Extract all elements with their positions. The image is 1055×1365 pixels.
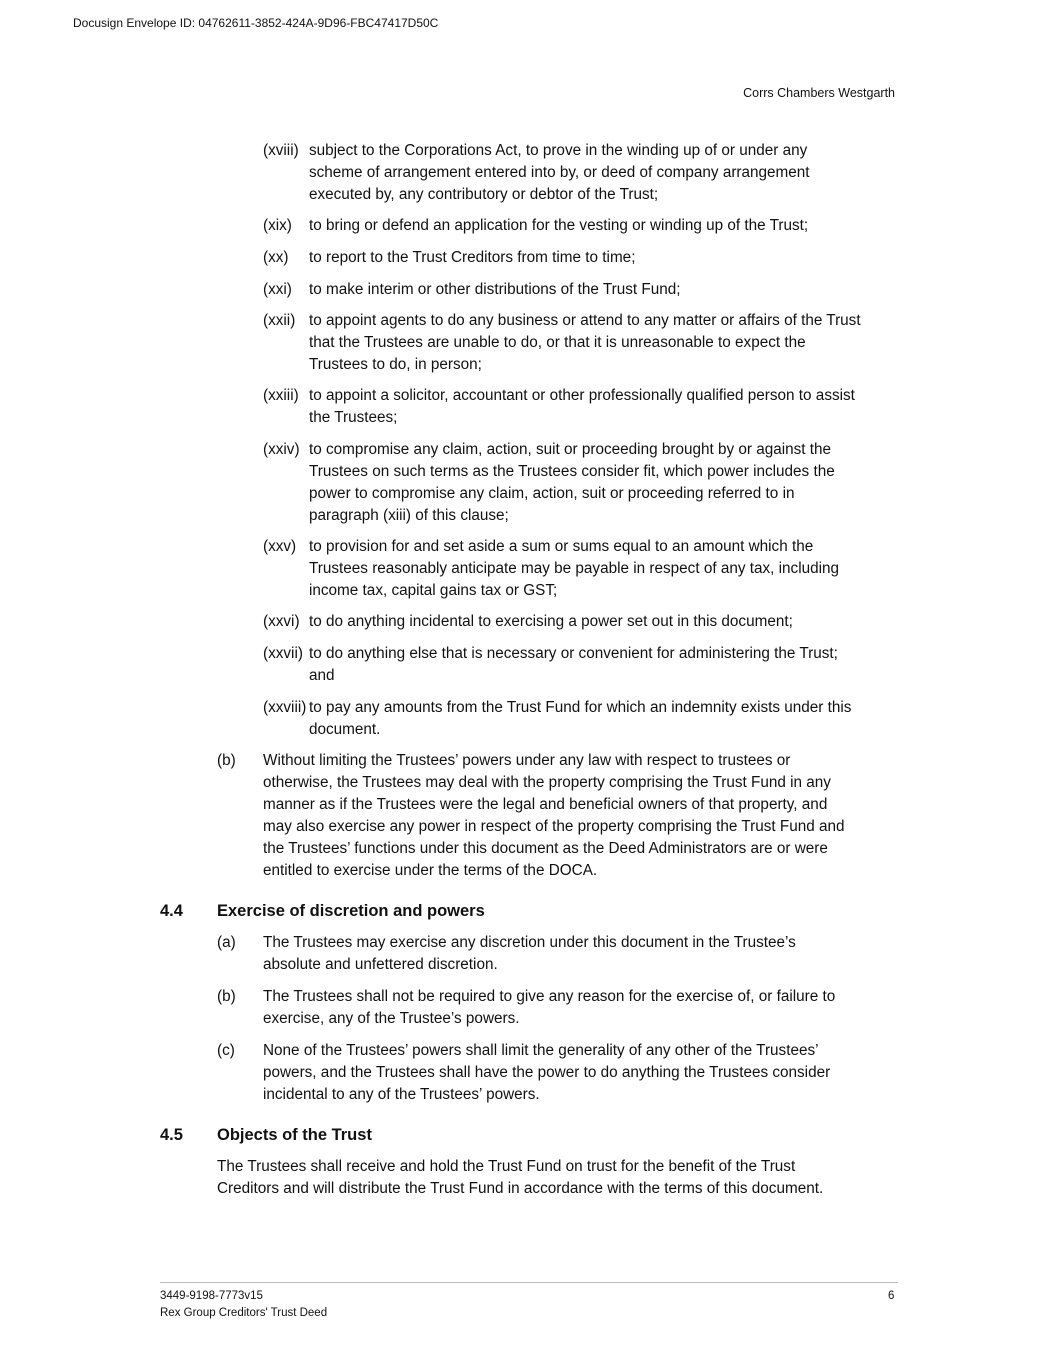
text-line: exercise, any of the Trustee’s powers. [263,1010,520,1027]
text-line: powers, and the Trustees shall have the power to do anything the Trustees consider [263,1064,831,1081]
clause-label: (xxiv) [263,441,300,458]
text-line: may also exercise any power in respect of the property comprising the Trust Fund and [263,818,845,835]
text-line: to bring or defend an application for the vesting or winding up of the Trust; [309,217,809,234]
clause-text [309,643,838,687]
clause-text [309,385,855,429]
text-line: document. [309,721,381,738]
section-number: 4.5 [160,1126,183,1144]
header-firm-name: Corrs Chambers Westgarth [743,86,895,100]
clause-text [309,697,851,741]
text-line: the Trustees’ functions under this document as the Deed Administrators are or were [263,840,828,857]
text-line: to compromise any claim, action, suit or proceeding brought by or against the [309,441,832,458]
clause-label: (b) [217,752,236,769]
text-line: income tax, capital gains tax or GST; [309,582,558,599]
text-line: to provision for and set aside a sum or sums equal to an amount which the [309,538,814,555]
clause-text [263,932,796,976]
text-line: Without limiting the Trustees’ powers under any law with respect to trustees or [263,752,791,769]
text-line: entitled to exercise under the terms of the DOCA. [263,862,598,879]
text-line: Creditors and will distribute the Trust Fund in accordance with the terms of this document. [217,1180,824,1197]
text-line: Trustees on such terms as the Trustees consider fit, which power includes the [309,463,835,480]
text-line: executed by, any contributory or debtor of the Trust; [309,186,659,203]
text-line: absolute and unfettered discretion. [263,956,498,973]
text-line: to do anything incidental to exercising a power set out in this document; [309,613,793,630]
clause-text [263,1040,830,1106]
footer-divider [160,1282,898,1283]
clause-text [309,215,808,237]
text-line: to report to the Trust Creditors from time to time; [309,249,636,266]
clause-label: (c) [217,1042,235,1059]
text-line: Trustees to do, in person; [309,356,482,373]
text-line: Trustees reasonably anticipate may be payable in respect of any tax, including [309,560,840,577]
clause-label: (xx) [263,249,289,266]
clause-text [263,750,845,882]
text-line: the Trustees; [309,409,398,426]
footer-doc-number: 3449-9198-7773v15 [160,1290,263,1302]
text-line: None of the Trustees’ powers shall limit the generality of any other of the Trustees’ [263,1042,819,1059]
text-line: otherwise, the Trustees may deal with the property comprising the Trust Fund in any [263,774,831,791]
text-line: The Trustees may exercise any discretion under this document in the Trustee’s [263,934,796,951]
text-line: incidental to any of the Trustees’ powers. [263,1086,540,1103]
clause-text [309,279,681,301]
text-line: to pay any amounts from the Trust Fund for which an indemnity exists under this [309,699,852,716]
text-line: to do anything else that is necessary or convenient for administering the Trust; [309,645,838,662]
text-line: paragraph (xiii) of this clause; [309,507,509,524]
clause-label: (xxiii) [263,387,299,404]
clause-label: (xxv) [263,538,297,555]
clause-label: (xviii) [263,142,299,159]
text-line: to appoint a solicitor, accountant or other professionally qualified person to assist [309,387,855,404]
text-line: The Trustees shall receive and hold the Trust Fund on trust for the benefit of the Trust [217,1158,796,1175]
clause-label: (b) [217,988,236,1005]
footer-doc-title: Rex Group Creditors' Trust Deed [160,1307,328,1319]
page-number: 6 [888,1290,895,1302]
text-line: scheme of arrangement entered into by, or deed of company arrangement [309,164,810,181]
clause-label: (xxii) [263,312,296,329]
clause-text [309,310,861,376]
clause-label: (xxviii) [263,699,307,716]
clause-label: (xix) [263,217,292,234]
text-line: and [309,667,335,684]
text-line: subject to the Corporations Act, to prove in the winding up of or under any [309,142,808,159]
section-title [217,1124,372,1146]
text-line: power to compromise any claim, action, suit or proceeding referred to in [309,485,795,502]
text-line: to make interim or other distributions of the Trust Fund; [309,281,681,298]
clause-text [217,1156,823,1200]
clause-text [309,536,839,602]
clause-text [263,986,835,1030]
text-line: to appoint agents to do any business or attend to any matter or affairs of the Trust [309,312,861,329]
clause-label: (a) [217,934,236,951]
clause-text [309,140,810,206]
text-line: that the Trustees are unable to do, or that it is unreasonable to expect the [309,334,806,351]
text-line: Objects of the Trust [217,1126,372,1144]
text-line: The Trustees shall not be required to give any reason for the exercise of, or failure to [263,988,836,1005]
text-line: manner as if the Trustees were the legal and beneficial owners of that property, and [263,796,828,813]
clause-label: (xxi) [263,281,292,298]
clause-text [309,247,635,269]
text-line: Exercise of discretion and powers [217,902,485,920]
section-number: 4.4 [160,902,183,920]
docusign-envelope-id: Docusign Envelope ID: 04762611-3852-424A-9D96-FBC47417D50C [73,16,439,30]
clause-label: (xxvii) [263,645,303,662]
section-title [217,900,485,922]
clause-text [309,611,793,633]
clause-text [309,439,835,527]
clause-label: (xxvi) [263,613,300,630]
